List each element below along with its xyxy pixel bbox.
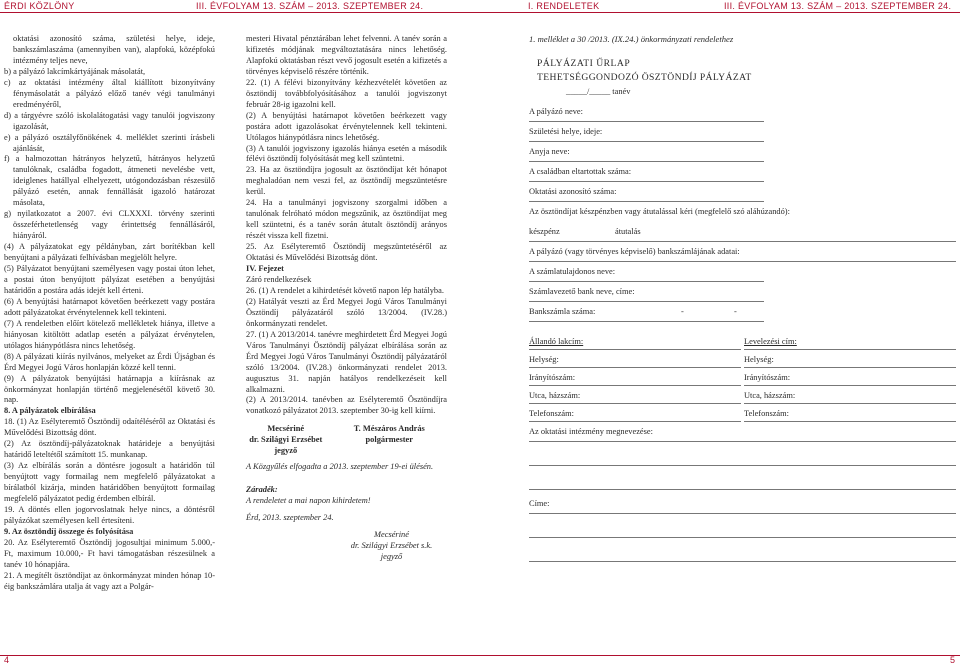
paragraph: (9) A pályázatok benyújtási határnapja a kiírásnak az önkormányzat honlapján történő megjelenésétől követő 30. nap. <box>4 373 215 405</box>
signatory-name: T. Mészáros András <box>353 424 425 434</box>
payment-method-choice[interactable] <box>529 222 956 242</box>
account-holder-field[interactable] <box>529 262 764 282</box>
permanent-phone-field[interactable] <box>529 404 741 422</box>
school-year-field[interactable]: _____/_____ tanév <box>566 87 631 96</box>
field-label: A számlatulajdonos neve: <box>529 267 616 276</box>
permanent-zip-field[interactable] <box>529 368 741 386</box>
gazette-title: ÉRDI KÖZLÖNY <box>4 1 75 11</box>
page-number-right: 5 <box>949 655 955 665</box>
field-label: Számlavezető bank neve, címe: <box>529 287 635 296</box>
field-label: Címe: <box>529 499 550 508</box>
paragraph: oktatási azonosító száma, születési helye, ideje, bankszámlaszáma (amennyiben van), alapfokú, középfokú intézmény teljes neve, <box>13 34 215 65</box>
section-title: I. RENDELETEK <box>528 1 600 11</box>
paragraph: 22. (1) A félévi bizonyítvány kézhezvételét követően az ösztöndíj továbbfolyósításához a tanulói jogviszonyt február 28-ig igazolni kell. <box>246 77 447 109</box>
mailing-town-field[interactable] <box>744 350 956 368</box>
paragraph: 27. (1) A 2013/2014. tanévre meghirdetett Érd Megyei Jogú Város Tanulmányi Ösztöndíj pályázat elbírálása során az Érd Megyei Jogú Város Tanulmányi Ösztöndíj pályázatáról szóló 13/2004. (IV.28.) önkormányzati rendelet 2013. augusztus 31. napján hatályos rendelkezéseit kell alkalmazni. <box>246 329 447 394</box>
bank-name-field[interactable] <box>529 282 764 302</box>
field-label: Születési helye, ideje: <box>529 127 603 136</box>
signatory-name: dr. Szilágyi Erzsébet s.k. <box>350 541 433 551</box>
mailing-zip-field[interactable] <box>744 368 956 386</box>
mother-name-field[interactable] <box>529 142 764 162</box>
paragraph: 26. (1) A rendelet a kihirdetését követő napon lép hatályba. <box>246 285 444 295</box>
mailing-address <box>744 332 956 422</box>
paragraph: (4) A pályázatokat egy példányban, zárt borítékban kell benyújtani a pályázati felhívásban megjelölt helyre. <box>4 242 215 263</box>
paragraph: (2) A 2013/2014. tanévben az Esélyteremtő Ösztöndíjra vonatkozó pályázatot 2013. szeptember 30-ig kell kiírni. <box>246 395 447 416</box>
notary-signature <box>246 530 447 563</box>
payment-question <box>529 202 956 222</box>
field-label: Az oktatási intézmény megnevezése: <box>529 427 653 436</box>
list-item: c) az oktatási intézmény által kiállított bizonyítvány fénymásolatát a pályázó előző tanév végi tanulmányi eredményéről, <box>4 77 215 109</box>
field-label: Telefonszám: <box>529 409 574 418</box>
mailing-phone-field[interactable] <box>744 404 956 422</box>
application-form <box>529 34 956 562</box>
list-item: d) a tárgyévre szóló iskolalátogatási vagy tanulói jogviszony igazolását, <box>4 110 215 131</box>
page-footer <box>0 654 960 668</box>
paragraph: mesteri Hivatal pénztárában lehet felvenni. A tanév során a kifizetés módjának megváltoztatására nincs lehetőség. Alapfokú oktatásban részt vevő jogosult esetén a kifizetés a törvényes képviselő részére történik. <box>246 34 447 76</box>
clause-title: Záradék: <box>246 485 278 495</box>
list-item: f) a halmozottan hátrányos helyzetű, hátrányos helyzetű tanulóknak, családba fogadott, átmeneti nevelésbe vett, ideiglenes hatállyal elhelyezett, utógondozásban részesülő pályázó esetén, annak fennállását igazoló határozat másolata, <box>4 154 215 208</box>
household-count-field[interactable] <box>529 162 764 182</box>
section-heading: 9. Az ösztöndíj összege és folyósítása <box>4 526 134 536</box>
mailing-street-field[interactable] <box>744 386 956 404</box>
form-subtitle: TEHETSÉGGONDOZÓ ÖSZTÖNDÍJ PÁLYÁZAT <box>537 72 752 83</box>
adoption-note: A Közgyűlés elfogadta a 2013. szeptember 19-ei ülésén. <box>246 462 434 472</box>
field-label: Levelezési cím: <box>744 337 797 346</box>
field-label: A családban eltartottak száma: <box>529 167 632 176</box>
paragraph: (2) Az ösztöndíj-pályázatoknak határideje a benyújtási határidő leteltétől számított 15. munkanap. <box>4 439 215 460</box>
paragraph: (5) Pályázatot benyújtani személyesen vagy postai úton lehet, a postai úton benyújtott pályázat esetében a benyújtási határidőn a postára adás idejét kell érteni. <box>4 264 215 295</box>
form-title: PÁLYÁZATI ŰRLAP <box>537 58 631 69</box>
signatory-name: dr. Szilágyi Erzsébet <box>249 435 323 445</box>
permanent-street-field[interactable] <box>529 386 741 404</box>
paragraph: 24. Ha a tanulmányi jogviszony szorgalmi időben a tanulónak felróható módon megszűnik, az ösztöndíjat meg kell szüntetni, és a tanév során átutalt ösztöndíj arányos részét vissza kell fizetni. <box>246 198 447 241</box>
bank-account-data-heading <box>529 242 956 262</box>
paragraph: (2) A benyújtási határnapot követően beérkezett vagy postára adott igazolásokat érvénytelennek kell tekinteni. Utólagos hiánypótlásra nincs lehetőség. <box>246 110 447 142</box>
list-item: b) a pályázó lakcímkártyájának másolatát, <box>4 66 146 76</box>
address-section <box>529 332 956 422</box>
permanent-address <box>529 332 741 422</box>
field-label: A pályázó neve: <box>529 107 583 116</box>
school-name-line[interactable] <box>529 466 956 490</box>
applicant-name-field[interactable] <box>529 102 764 122</box>
separator: - <box>681 307 684 316</box>
field-label: Telefonszám: <box>744 409 789 418</box>
issue-info-right: III. ÉVFOLYAM 13. SZÁM – 2013. SZEPTEMBER 24. <box>724 1 952 11</box>
chapter-heading: IV. Fejezet <box>246 264 284 274</box>
chapter-subheading: Záró rendelkezések <box>246 274 312 284</box>
school-address-line[interactable] <box>529 514 956 538</box>
field-label: Állandó lakcím: <box>529 337 584 346</box>
left-column <box>4 34 215 593</box>
field-label: Bankszámla száma: <box>529 307 596 316</box>
signatory-title: jegyző <box>380 552 403 562</box>
field-label: Oktatási azonosító száma: <box>529 187 617 196</box>
field-label: Helység: <box>744 355 774 364</box>
paragraph: (2) Hatályát veszti az Érd Megyei Jogú Város Tanulmányi Ösztöndíj pályázatáról szóló 13/2004. (IV.28.) önkormányzati rendelet. <box>246 296 447 328</box>
field-label: Utca, házszám: <box>529 391 581 400</box>
annex-reference: 1. melléklet a 30 /2013. (IX.24.) önkormányzati rendelethez <box>529 34 734 44</box>
cash-option[interactable]: készpénz <box>529 227 560 236</box>
list-item: e) a pályázó osztályfőnökének 4. melléklet szerinti írásbeli ajánlását, <box>4 132 215 153</box>
separator: - <box>734 307 737 316</box>
field-label: Anyja neve: <box>529 147 570 156</box>
paragraph: 25. Az Esélyteremtő Ösztöndíj megszüntetéséről az Oktatási és Művelődési Bizottság dönt. <box>246 242 447 263</box>
school-address-field[interactable] <box>529 490 956 514</box>
paragraph: 20. Az Esélyteremtő Ösztöndíj jogosultjai minimum 5.000,- Ft, maximum 10.000,- Ft havi támogatásban részesülnek a tanév 10 hónapjára. <box>4 537 215 569</box>
header-rule <box>0 12 960 13</box>
list-item: g) nyilatkozatot a 2007. évi CLXXXI. törvény szerinti összeférhetetlenség vagy érintettség fennállásáról, hiányáról. <box>4 209 215 241</box>
paragraph: 19. A döntés ellen jogorvoslatnak helye nincs, a döntésről pályázókat személyesen kell értesíteni. <box>4 504 215 525</box>
paragraph: 21. A megítélt ösztöndíjat az önkormányzat minden hónap 10-éig bankszámlára utalja át vagy azt a Polgár- <box>4 570 215 591</box>
paragraph: (7) A rendeletben előírt kötelező mellékletek hiánya, illetve a hiányosan kitöltött adatlap esetén a pályázat érvénytelen, utólagos hiánypótlásra nincs lehetőség. <box>4 318 215 350</box>
paragraph: (3) A tanulói jogviszony igazolás hiánya esetén a második félévi ösztöndíj folyósítását meg kell szüntetni. <box>246 143 447 164</box>
paragraph: 23. Ha az ösztöndíjra jogosult az ösztöndíjat két hónapot meghaladóan nem veszi fel, az ösztöndíj megszüntetésre kerül. <box>246 165 447 197</box>
field-label: Utca, házszám: <box>744 391 796 400</box>
signatory-title: jegyző <box>274 446 298 456</box>
transfer-option[interactable]: átutalás <box>615 227 641 236</box>
edu-id-field[interactable] <box>529 182 764 202</box>
paragraph: 18. (1) Az Esélyteremtő Ösztöndíj odaítéléséről az Oktatási és Művelődési Bizottság dönt. <box>4 417 215 438</box>
permanent-town-field[interactable] <box>529 350 741 368</box>
signatory-name: Mecsériné <box>374 530 409 540</box>
field-label: Irányítószám: <box>529 373 576 382</box>
school-address-line[interactable] <box>529 538 956 562</box>
field-label: A pályázó (vagy törvényes képviselő) bankszámlájának adatai: <box>529 247 740 256</box>
section-heading: 8. A pályázatok elbírálása <box>4 406 96 416</box>
school-name-field[interactable] <box>529 422 956 442</box>
mailing-address-heading <box>744 332 956 350</box>
permanent-address-heading <box>529 332 741 350</box>
paragraph: (6) A benyújtási határnapot követően beérkezett vagy postára adott pályázatokat érvénytelennek kell tekinteni. <box>4 296 215 317</box>
signature-block <box>234 423 441 456</box>
signatory-title: polgármester <box>365 435 413 445</box>
page-number-left: 4 <box>4 655 10 665</box>
field-label: Irányítószám: <box>744 373 791 382</box>
paragraph: (8) A pályázati kiírás nyilvános, melyeket az Érdi Újságban és Érd Megyei Jogú Város honlapján közzé kell tenni. <box>4 351 215 372</box>
field-label: Helység: <box>529 355 559 364</box>
school-name-line[interactable] <box>529 442 956 466</box>
account-number-field[interactable] <box>529 302 764 322</box>
promulgation-date: Érd, 2013. szeptember 24. <box>246 513 334 523</box>
field-label: Az ösztöndíjat készpénzben vagy átutalással kéri (megfelelő szó aláhúzandó): <box>529 207 790 216</box>
paragraph: (3) Az elbírálás során a döntésre jogosult a határidőn túl benyújtott vagy formailag nem megfelelő pályázatokat a bírálatból kizárja, minden határidőben benyújtott formailag megfelelő pályázatot pedig érdemben elbírál. <box>4 461 215 504</box>
signatory-name: Mecsériné <box>267 424 305 434</box>
clause-text: A rendeletet a mai napon kihirdetem! <box>246 496 371 506</box>
middle-column <box>246 34 447 563</box>
issue-info-left: III. ÉVFOLYAM 13. SZÁM – 2013. SZEPTEMBER 24. <box>196 1 424 11</box>
birth-field[interactable] <box>529 122 764 142</box>
